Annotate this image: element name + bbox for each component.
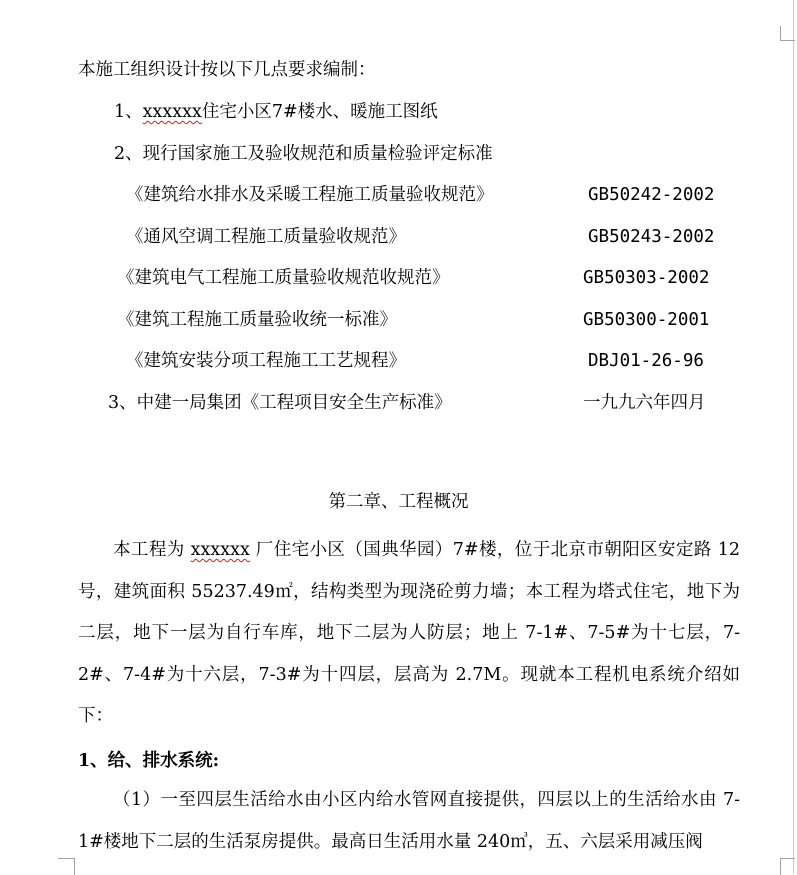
requirement-3-date: 一九九六年四月 [583,393,706,413]
crop-mark-bottom-left [58,858,75,875]
intro-line: 本施工组织设计按以下几点要求编制： [78,60,376,80]
requirement-3: 3、中建一局集团《工程项目安全生产标准》 [108,393,452,413]
redacted-name: xxxxxx [190,540,250,560]
crop-mark-top-right [780,26,795,41]
section-1-title: 1、给、排水系统: [78,751,220,771]
requirement-2: 2、现行国家施工及验收规范和质量检验评定标准 [114,144,493,164]
standard-name: 《建筑安装分项工程施工工艺规程》 [126,351,406,371]
overview-paragraph [78,530,740,738]
requirement-1-text: 住宅小区7#楼水、暖施工图纸 [201,102,438,122]
crop-mark-bottom-right [780,858,795,875]
standard-code: GB50243-2002 [588,227,715,247]
standard-code: GB50300-2001 [583,310,710,330]
standard-name: 《建筑给水排水及采暖工程施工质量验收规范》 [126,185,494,205]
standard-code: GB50303-2002 [583,268,710,288]
redacted-name: xxxxxx [142,102,202,122]
standard-name: 《通风空调工程施工质量验收规范》 [126,227,406,247]
page-edge [793,0,794,874]
standard-name: 《建筑电气工程施工质量验收规范收规范》 [117,268,450,288]
overview-before: 本工程为 [113,540,191,560]
standard-code: DBJ01-26-96 [588,351,704,371]
overview-after: 厂住宅小区（国典华园）7#楼，位于北京市朝阳区安定路 12 号，建筑面积 55237.49㎡，结构类型为现浇砼剪力墙；本工程为塔式住宅，地下为二层，地下一层为自行车库，地下二层为人防层；地上 7-1#、7-5#为十七层，7-2#、7-4#为十六层，7-3#为十四层，层高为 2.7M。现就本工程机电系统介绍如下： [78,540,740,726]
section-1-paragraph: （1）一至四层生活给水由小区内给水管网直接提供，四层以上的生活给水由 7-1#楼地下二层的生活泵房提供。最高日生活用水量 240㎥，五、六层采用减压阀 [78,790,740,852]
standard-code: GB50242-2002 [588,185,715,205]
chapter-title: 第二章、工程概况 [328,492,469,512]
standard-name: 《建筑工程施工质量验收统一标准》 [117,310,397,330]
requirement-1 [114,100,438,124]
requirement-1-prefix: 1、 [114,102,143,122]
